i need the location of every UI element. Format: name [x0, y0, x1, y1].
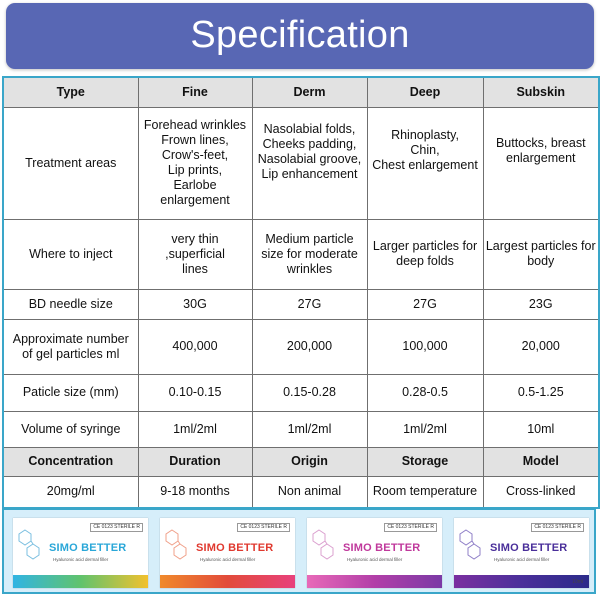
row-label: Volume of syringe — [3, 411, 138, 447]
table-cell: 30G — [138, 289, 252, 319]
product-brand: SIMO BETTER — [490, 542, 568, 554]
certification-badge: CE 0123 STERILE R — [384, 523, 437, 532]
table-cell: 9-18 months — [138, 476, 252, 508]
table-row-bd-needle-size — [3, 289, 599, 319]
table-cell: Forehead wrinkles Frown lines, Crow's-feet, Lip prints, Earlobe enlargement — [138, 107, 252, 219]
table-cell: 100,000 — [367, 319, 483, 374]
specification-table — [2, 76, 600, 509]
table-cell: Rhinoplasty, Chin, Chest enlargement — [367, 107, 483, 219]
table-cell: Medium particle size for moderate wrinkles — [252, 219, 367, 289]
header-cell-derm: Derm — [252, 77, 367, 107]
table-cell: 27G — [252, 289, 367, 319]
table-cell: 20,000 — [483, 319, 599, 374]
table-cell: 10ml — [483, 411, 599, 447]
row-label: Where to inject — [3, 219, 138, 289]
product-strip — [2, 508, 596, 594]
table-row-properties — [3, 476, 599, 508]
table-row-gel-particles — [3, 319, 599, 374]
table-cell: 0.15-0.28 — [252, 374, 367, 411]
row-label: BD needle size — [3, 289, 138, 319]
table-cell: Larger particles for deep folds — [367, 219, 483, 289]
table-cell: 1ml/2ml — [138, 411, 252, 447]
certification-badge: CE 0123 STERILE R — [90, 523, 143, 532]
table-cell: very thin ,superficial lines — [138, 219, 252, 289]
table-cell: 0.10-0.15 — [138, 374, 252, 411]
header-cell-storage: Storage — [367, 447, 483, 476]
table-cell: Room temperature — [367, 476, 483, 508]
product-box-4 — [454, 518, 589, 588]
table-cell: 20mg/ml — [3, 476, 138, 508]
product-box-3 — [307, 518, 442, 588]
row-label: Approximate number of gel particles ml — [3, 319, 138, 374]
product-subtitle: Hyaluronic acid dermal filler — [53, 557, 109, 562]
table-row-where-to-inject — [3, 219, 599, 289]
table-row-volume-of-syringe — [3, 411, 599, 447]
product-brand: SIMO BETTER — [196, 542, 274, 554]
row-label: Paticle size (mm) — [3, 374, 138, 411]
product-subtitle: Hyaluronic acid dermal filler — [200, 557, 256, 562]
header-cell-model: Model — [483, 447, 599, 476]
header-cell-type: Type — [3, 77, 138, 107]
color-stripe — [307, 575, 442, 588]
header-cell-fine: Fine — [138, 77, 252, 107]
header-cell-deep: Deep — [367, 77, 483, 107]
table-row-treatment-areas — [3, 107, 599, 219]
header-cell-origin: Origin — [252, 447, 367, 476]
table-header-row — [3, 77, 599, 107]
product-brand: SIMO BETTER — [49, 542, 127, 554]
table-cell: 400,000 — [138, 319, 252, 374]
table-cell: 0.5-1.25 — [483, 374, 599, 411]
molecule-icon — [458, 526, 488, 566]
header-cell-duration: Duration — [138, 447, 252, 476]
color-stripe — [13, 575, 148, 588]
table-cell: Non animal — [252, 476, 367, 508]
product-subtitle: Hyaluronic acid dermal filler — [347, 557, 403, 562]
certification-badge: CE 0123 STERILE R — [237, 523, 290, 532]
table-cell: Largest particles for body — [483, 219, 599, 289]
product-volume: 10ml — [572, 579, 583, 585]
table-cell: Cross-linked — [483, 476, 599, 508]
color-stripe — [454, 575, 589, 588]
product-box-2 — [160, 518, 295, 588]
header-cell-concentration: Concentration — [3, 447, 138, 476]
table-cell: 1ml/2ml — [252, 411, 367, 447]
page-title: Specification — [190, 14, 410, 56]
row-label: Treatment areas — [3, 107, 138, 219]
table-cell: 1ml/2ml — [367, 411, 483, 447]
table-cell: Nasolabial folds, Cheeks padding, Nasolabial groove, Lip enhancement — [252, 107, 367, 219]
molecule-icon — [164, 526, 194, 566]
table-row-particle-size — [3, 374, 599, 411]
table-cell: 23G — [483, 289, 599, 319]
product-subtitle: Hyaluronic acid dermal filler — [494, 557, 550, 562]
color-stripe — [160, 575, 295, 588]
table-cell: Buttocks, breast enlargement — [483, 107, 599, 219]
header-cell-subskin: Subskin — [483, 77, 599, 107]
table-cell: 0.28-0.5 — [367, 374, 483, 411]
molecule-icon — [17, 526, 47, 566]
table-cell: 200,000 — [252, 319, 367, 374]
certification-badge: CE 0123 STERILE R — [531, 523, 584, 532]
molecule-icon — [311, 526, 341, 566]
product-brand: SIMO BETTER — [343, 542, 421, 554]
product-box-1 — [13, 518, 148, 588]
table-cell: 27G — [367, 289, 483, 319]
table-header-row-2 — [3, 447, 599, 476]
title-banner — [6, 3, 594, 69]
